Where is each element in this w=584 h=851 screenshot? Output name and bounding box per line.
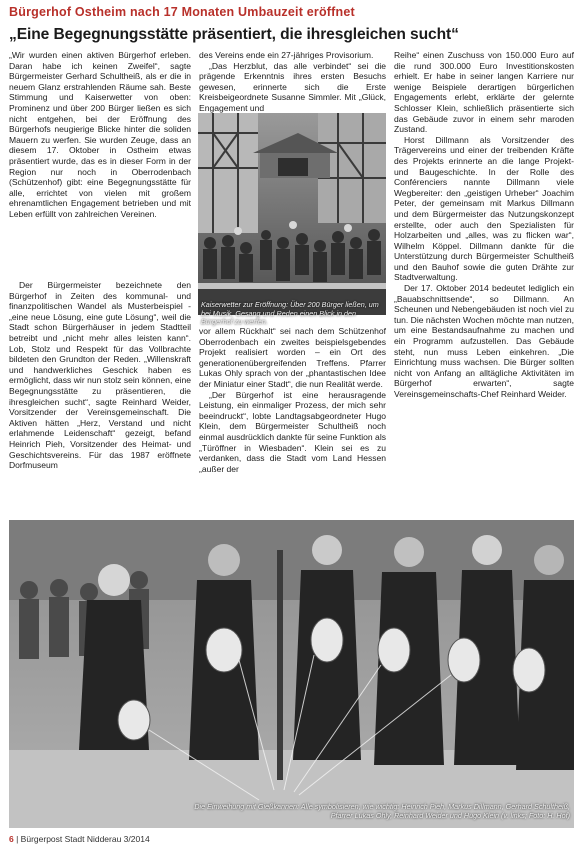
courtyard-photo [198,113,386,315]
article-headline: „Eine Begegnungsstätte präsentiert, die ihresgleichen sucht“ [9,26,459,43]
page-footer [9,834,150,844]
page-number: 6 [9,834,14,844]
column-3 [394,50,574,400]
ceremony-photo-caption: Die Einweihung mit Gießkannen: Alle symbolisieren, wie wichtig: Heinrich Pieh, Markus Dillmann, Gerhard Schultheiß, Pfarrer Lukas Ohly, Reinhard Weider und Hugo Klein (v. links; Foto: H. Hof) [194,802,570,820]
article-kicker: Bürgerhof Ostheim nach 17 Monaten Umbauzeit eröffnet [9,5,355,19]
paragraph: Der Bürgermeister bezeichnete den Bürgerhof in Zeiten des kommunal- und finanzpolitischen Wandel als Musterbeispiel - „eine neue Lösung, eine gute Lösung“, weil die Stadt schon Bürgerhäuser in jedem Stadtteil betreibt und „nicht mehr alles leisten kann“. Lob, Stolz und Respekt für das Vollbrachte bildeten den Grundton der Reden. „Willenskraft und handwerkliches Geschick haben es ermöglicht, dass wir nun stolz sein können, eine Begegnungsstätte zu präsentieren, die ihresgleichen sucht“, sagte Reinhard Weider, Vorsitzender der Vereinsgemeinschaft. Die Aktiven hätten „Herz, Verstand und nicht erlahmende Leidenschaft“ gezeigt, befand Heinrich Pieh, Vorsitzender des Heimat- und Geschichtsvereins. Für das 1987 eröffnete Dorfmuseum [9,280,191,471]
courtyard-photo-caption: Kaiserwetter zur Eröffnung: Über 200 Bürger ließen, um bei Musik, Gesang und Reden einen Blick in den Bürgerhof zu werfen. [201,300,379,327]
column-1-continued [9,280,191,471]
paragraph: Der 17. Oktober 2014 bedeutet lediglich ein „Bauabschnittsende“, so Dillmann. An Scheunen und Nebengebäuden ist noch viel zu tun. Die nächsten Wochen möchte man nutzen, um eine Bestandsaufnahme zu machen und ein Programm aufzustellen. Das Gebäude steht, nun muss Leben einkehren. „Die Einrichtung muss wachsen. Die Bürger sollten nicht von Anfang an alltägliche Aktivitäten im Bürgerhof erwarten“, sagte Vereinsgemeinschafts-Chef Reinhard Weider. [394,283,574,399]
paragraph: „Wir wurden einen aktiven Bürgerhof erleben. Daran habe ich keinen Zweifel“, sagte Bürgermeister Gerhard Schultheiß, als er die in neuem Glanz erstrahlenden Räume sah. Beste Stimmung und Kaiserwetter von oben: Prominenz und über 200 Bürger ließen es sich nicht entgehen, bei der Eröffnung des Bürgerhofs neugierige Blicke hinter die soliden Mauern zu werfen. Sie wurden Zeuge, dass an diesem 17. Oktober in Ostheim etwas präsentiert wurde, das es in dieser Form in der Region nur noch in Oberrodenbach (Schützenhof) gibt: eine Begegnungsstätte für alle, errichtet von vielen mit großem ehrenamtlichen Engagement betrieben und mit Leben erfüllt von zahlreichen Vereinen. [9,50,191,219]
paragraph: des Vereins ende ein 27-jähriges Provisorium. [199,50,374,60]
publication-name: | Bürgerpost Stadt Nidderau 3/2014 [16,834,150,844]
column-1 [9,50,191,220]
ceremony-photo [9,520,574,828]
paragraph: „Der Bürgerhof ist eine herausragende Leistung, ein einmaliger Prozess, der mich sehr beeindruckt“, lobte Landtagsabgeordneter Hugo Klein, dem Bürgermeister Schultheiß noch einmal ausdrücklich dankte für seine Funktion als „Türöffner in Wiesbaden“. Klein sei es zu verdanken, dass die Stadt vom Land Hessen „außer der [199,389,386,474]
ceremony-photo-image [9,520,574,828]
column-2-bottom [199,326,386,474]
paragraph: vor allem Rückhalt“ sei nach dem Schützenhof Oberrodenbach ein zweites beispielsgebendes Projekt realisiert worden – ein Ort des generationenübergreifenden Treffens. Pfarrer Lukas Ohly sprach von der „phantastischen Idee der Miniatur einer Stadt“, die nun Realität werde. [199,326,386,389]
column-2-top [199,50,386,114]
courtyard-photo-image [198,113,386,315]
paragraph: Horst Dillmann als Vorsitzender des Trägervereins und einer der treibenden Kräfte des Projekts erinnerte an die lange Projekt- und Baugeschichte. In der Rolle des Conférenciers nannte Dillmann viele Wegbereiter: den „geistigen Urheber“ Joachim Peter, der gemeinsam mit Markus Dillmann und dem Bürgermeister das Nutzungskonzept erstellte, oder auch den Spezialisten für Holzarbeiten und „alles, was zu flicken war“, Wilhelm Köppel. Dillmann dankte für die Unterstützung durch Bürgermeister Schultheiß und den Bauhof sowie die guten Drähte zur Stadtverwaltung. [394,134,574,283]
paragraph: Reihe“ einen Zuschuss von 150.000 Euro auf die rund 300.000 Euro Investitionskosten erhielt. Er habe in seiner langen Karriere nur wenige Beispiele derartigen bürgerlichen Engagements erlebt, erklärte der gelernte Schlosser Klein, schließlich präsentierte sich das Gebäude zuvor in einem sehr maroden Zustand. [394,50,574,135]
paragraph: „Das Herzblut, das alle verbindet“ sei die prägende Erkenntnis ihres ersten Besuchs gewesen, erinnerte sich die Erste Kreisbeigeordnete Susanne Simmler. Mit „Glück, Engagement und [199,60,386,113]
